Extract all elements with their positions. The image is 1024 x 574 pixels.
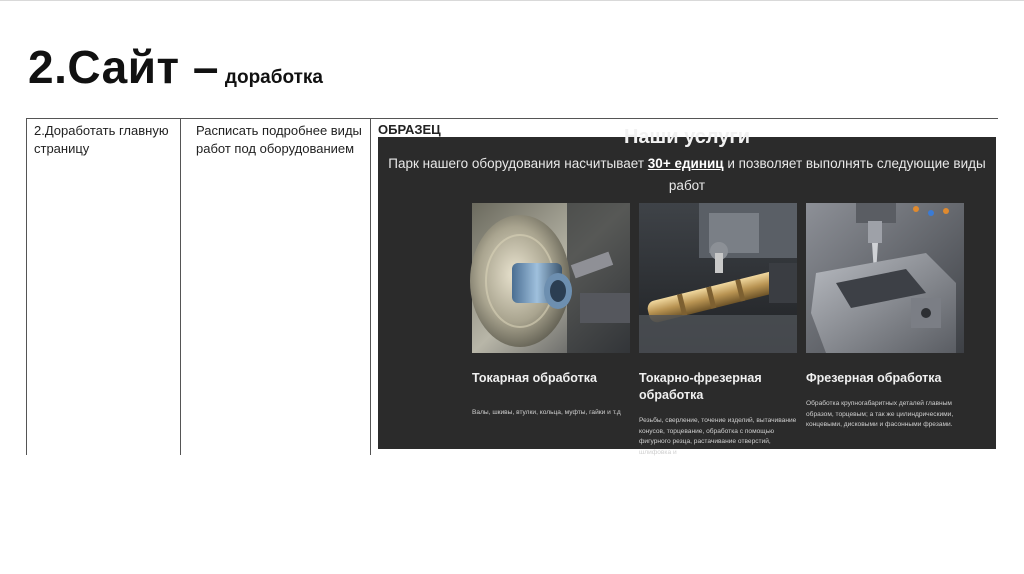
card-title: Токарная обработка [472, 371, 597, 385]
slide-top-border [0, 0, 1024, 1]
slide-title-main: 2.Сайт – [28, 41, 219, 93]
task-cell: 2.Доработать главную страницу [34, 123, 169, 156]
card-description: Валы, шкивы, втулки, кольца, муфты, гайки и т.д [472, 409, 621, 416]
services-heading: Наши услуги [623, 126, 751, 148]
card-title: Токарно-фрезерная обработка [639, 371, 762, 402]
turning-photo [472, 203, 630, 353]
intro-highlight: 30+ единиц [647, 156, 724, 171]
table-left-border [26, 118, 27, 455]
milling-photo [806, 203, 964, 353]
card-description: Резьбы, сверление, точение изделий, вытачивание конусов, торцевание, обработка с помощью фигурного резца, растачивание отверстий, шлифовка и [639, 417, 797, 456]
task-table [26, 118, 998, 455]
service-card-turn-milling [639, 203, 797, 458]
services-intro [378, 153, 996, 197]
card-title: Фрезерная обработка [806, 371, 942, 385]
card-description: Обработка крупногабаритных деталей главным образом, торцевым; а так же цилиндрическими, концевыми, дисковыми и фасонными фрезами. [806, 400, 954, 428]
description-cell: Расписать подробнее виды работ под оборудованием [196, 123, 362, 156]
table-column-divider-2 [370, 118, 371, 455]
slide-title-sub: доработка [224, 67, 323, 88]
table-top-border [26, 118, 998, 119]
service-card-milling [806, 203, 964, 431]
table-column-divider-1 [180, 118, 181, 455]
turn-milling-photo [639, 203, 797, 353]
sample-label: ОБРАЗЕЦ [378, 122, 441, 137]
service-card-turning [472, 203, 630, 419]
intro-text-end: и позволяет выполнять следующие виды работ [668, 156, 986, 193]
slide-title [28, 40, 323, 94]
intro-text-start: Парк нашего оборудования насчитывает [388, 156, 648, 171]
